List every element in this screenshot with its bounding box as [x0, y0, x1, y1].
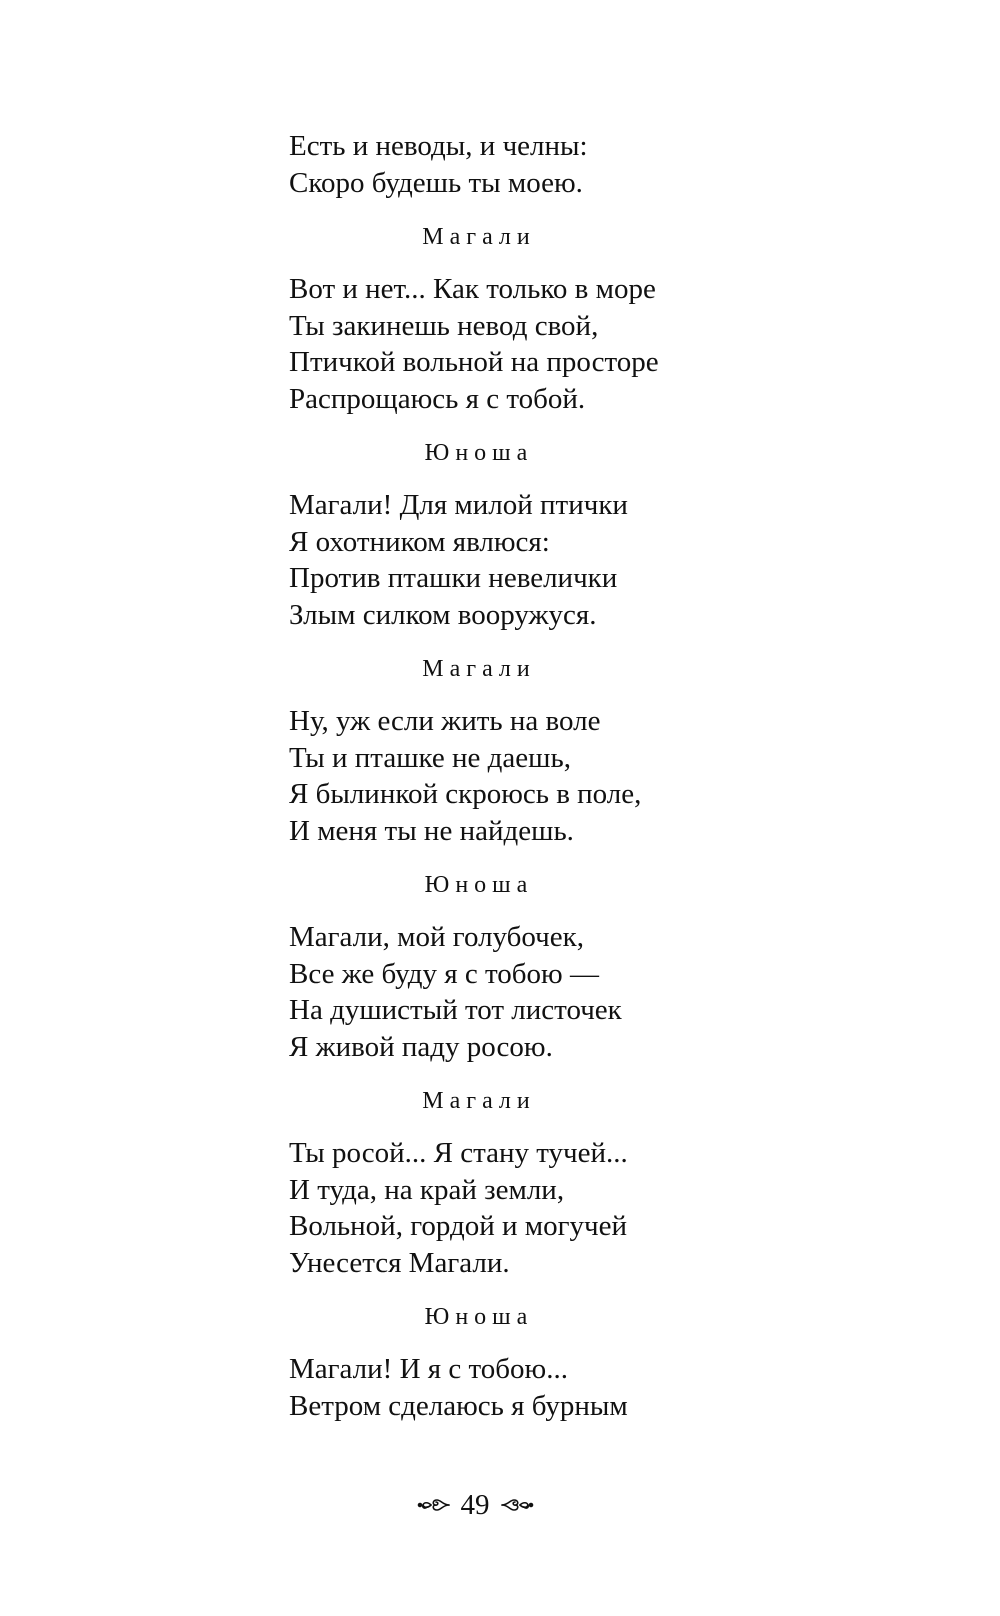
- speaker-name: Юноша: [424, 872, 534, 898]
- verse-line: Магали, мой голубочек,: [289, 921, 584, 953]
- verse-line: Я былинкой скроюсь в поле,: [289, 778, 642, 810]
- verse-line: И туда, на край земли,: [289, 1173, 565, 1206]
- verse-line: Ветром сделаюсь я бурным: [289, 1389, 628, 1422]
- verse-line: Унесется Магали.: [289, 1246, 510, 1279]
- stanza: [289, 703, 849, 849]
- verse-line: Есть и неводы, и челны:: [289, 130, 588, 162]
- stanza: [289, 487, 849, 633]
- speaker-name: Юноша: [424, 1304, 534, 1330]
- stanza: [289, 1351, 849, 1424]
- verse-line: Ты закинешь невод свой,: [289, 309, 599, 342]
- verse-line: Магали! Для милой птички: [289, 489, 628, 521]
- verse-line: Распрощаюсь я с тобой.: [289, 382, 586, 415]
- speaker-name: Магали: [422, 1088, 536, 1114]
- poem-text: [289, 128, 849, 1424]
- speaker-name: Юноша: [424, 440, 534, 466]
- verse-line: И меня ты не найдешь.: [289, 814, 574, 847]
- left-flourish-icon: [417, 1494, 451, 1516]
- verse-line: Скоро будешь ты моею.: [289, 166, 583, 199]
- stanza: [289, 128, 849, 201]
- right-flourish-icon: [500, 1494, 534, 1516]
- verse-line: Ты и пташке не даешь,: [289, 741, 571, 774]
- verse-line: Злым силком вооружуся.: [289, 598, 597, 631]
- page-number: 49: [460, 1489, 490, 1521]
- verse-line: Ну, уж если жить на воле: [289, 705, 601, 737]
- verse-line: Вольной, гордой и могучей: [289, 1210, 628, 1242]
- speaker-name: Магали: [422, 224, 536, 250]
- speaker-name: Магали: [422, 656, 536, 682]
- verse-line: На душистый тот листочек: [289, 994, 622, 1026]
- verse-line: Все же буду я с тобою —: [289, 957, 599, 990]
- verse-line: Вот и нет... Как только в море: [289, 273, 656, 305]
- verse-line: Магали! И я с тобою...: [289, 1353, 568, 1385]
- page-footer: [0, 1487, 950, 1525]
- verse-line: Я охотником явлюся:: [289, 525, 550, 558]
- stanza: [289, 919, 849, 1065]
- stanza: [289, 271, 849, 417]
- verse-line: Я живой паду росою.: [289, 1030, 553, 1063]
- stanza: [289, 1135, 849, 1281]
- verse-line: Против пташки невелички: [289, 562, 618, 594]
- verse-line: Птичкой вольной на просторе: [289, 346, 659, 378]
- verse-line: Ты росой... Я стану тучей...: [289, 1137, 628, 1169]
